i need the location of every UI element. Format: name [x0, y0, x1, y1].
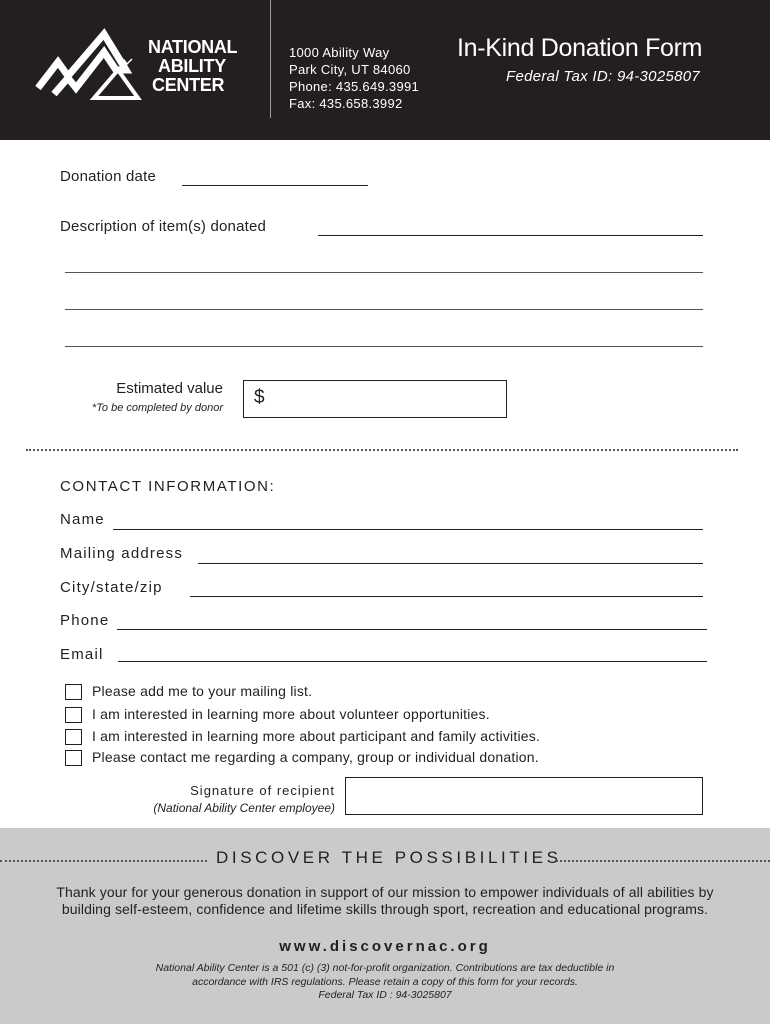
name-field[interactable] [113, 529, 703, 530]
address-fax: Fax: 435.658.3992 [289, 96, 403, 111]
section-divider [26, 449, 738, 451]
header-divider [270, 0, 271, 118]
address-phone: Phone: 435.649.3991 [289, 79, 420, 94]
legal-line-1: National Ability Center is a 501 (c) (3) not-for-profit organization. Contributions are tax deductible in [155, 962, 615, 974]
tagline-dots-left [0, 860, 207, 862]
address-city: Park City, UT 84060 [289, 62, 411, 77]
donation-date-label: Donation date [60, 168, 157, 185]
checkbox[interactable] [65, 684, 82, 700]
description-field-line-1[interactable] [318, 235, 703, 236]
checkbox[interactable] [65, 750, 82, 766]
legal-notice [60, 962, 710, 1003]
option-label: I am interested in learning more about volunteer opportunities. [92, 706, 490, 722]
description-field-line-3[interactable] [65, 309, 703, 310]
tagline: DISCOVER THE POSSIBILITIES [216, 848, 562, 867]
option-label: Please contact me regarding a company, group or individual donation. [92, 749, 539, 765]
description-field-line-2[interactable] [65, 272, 703, 273]
mailing-address-field[interactable] [198, 563, 703, 564]
option-label: I am interested in learning more about participant and family activities. [92, 728, 541, 744]
tagline-dots-right [556, 860, 770, 862]
phone-label: Phone [60, 612, 110, 629]
mailing-address-label: Mailing address [60, 545, 184, 562]
logo-line-ability: ABILITY [158, 56, 226, 76]
city-state-zip-label: City/state/zip [60, 579, 163, 596]
checkbox[interactable] [65, 729, 82, 745]
currency-symbol: $ [254, 387, 265, 408]
federal-tax-id: Federal Tax ID: 94-3025807 [506, 68, 701, 85]
tagline-row [0, 848, 770, 872]
address-street: 1000 Ability Way [289, 45, 390, 60]
name-label: Name [60, 511, 105, 528]
website-link[interactable]: www.discovernac.org [279, 938, 491, 955]
email-label: Email [60, 646, 104, 663]
legal-line-2: accordance with IRS regulations. Please retain a copy of this form for your records. [192, 975, 578, 988]
description-label: Description of item(s) donated [60, 218, 267, 235]
contact-heading: CONTACT INFORMATION: [60, 478, 276, 495]
checkbox[interactable] [65, 707, 82, 723]
estimated-value-note: *To be completed by donor [91, 402, 223, 414]
email-field[interactable] [118, 661, 707, 662]
signature-note: (National Ability Center employee) [153, 801, 335, 815]
header-band [0, 0, 770, 140]
signature-field[interactable] [345, 777, 703, 815]
signature-label: Signature of recipient [190, 783, 335, 798]
estimated-value-label: Estimated value [116, 380, 223, 397]
estimated-value-field[interactable] [243, 380, 507, 418]
description-field-line-4[interactable] [65, 346, 703, 347]
footer-band [0, 828, 770, 1024]
city-state-zip-field[interactable] [190, 596, 703, 597]
form-title: In-Kind Donation Form [457, 34, 703, 62]
option-label: Please add me to your mailing list. [92, 683, 313, 699]
donation-date-field[interactable] [182, 185, 368, 186]
thank-you-text: Thank your for your generous donation in support of our mission to empower individuals of all abilities by building self-esteem, confidence and lifetime skills through sport, recreation and educational programs. [56, 884, 714, 917]
phone-field[interactable] [117, 629, 707, 630]
logo-wordmark [148, 38, 237, 95]
logo-line-center: CENTER [152, 75, 225, 95]
logo-line-national: NATIONAL [148, 37, 238, 57]
address-block [289, 44, 419, 112]
legal-line-3: Federal Tax ID : 94-3025807 [318, 989, 452, 1001]
